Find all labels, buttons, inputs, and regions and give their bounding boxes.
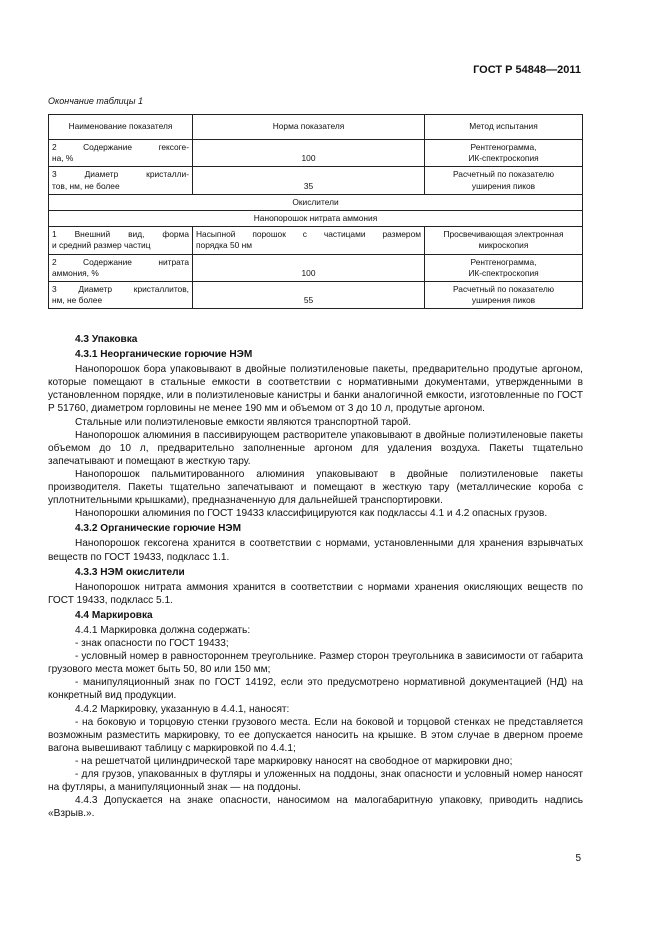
row-norm-cell [193,227,425,254]
row-name-line: нм, не более [52,295,103,306]
row-method-line: микроскопия [478,240,529,251]
row-method-line: ИК-спектроскопия [468,153,539,164]
row-name-line: 1 Внешний вид, форма [52,229,189,240]
row-method-cell [425,227,583,254]
heading-4-3-3: 4.3.3 НЭМ окислители [75,566,185,578]
paragraph: Нанопорошок пальмитированного алюминия упаковывают в двойные полиэтиленовые пакеты производителя. Пакеты тщательно запечатывают и помещают в жесткую тару (металлические короба с уплотнительными крышками), предназначенную для дальнейшей транспортировки. [48,468,583,507]
row-norm-cell: 55 [193,282,425,309]
row-method-line: Рентгенограмма, [470,142,537,152]
row-name-line: аммония, % [52,267,99,278]
list-item: - условный номер в равностороннем треугольнике. Размер сторон треугольника в зависимости от габарита грузового места может быть 50, 80 или 150 мм; [48,651,583,676]
document-body [48,331,583,820]
table-section-row [49,194,583,210]
list-item: - на боковую и торцовую стенки грузового места. Если на боковой и торцовой стенках не представляется возможным разместить маркировку, то ее допускается наносить на крышке. В этом случае в дверном проеме вагона вывешивают таблицу с маркировкой по 4.4.1; [48,716,583,754]
section-title: Окислители [49,194,583,210]
row-method-line: уширения пиков [471,295,536,306]
row-name-cell [49,167,193,194]
row-method-line: Расчетный по показателю [452,169,554,180]
row-name-line: 3 Диаметр кристалли- [52,169,189,180]
heading-4-4: 4.4 Маркировка [75,609,153,621]
row-method-cell [425,282,583,309]
table-row [49,282,583,309]
column-header-norm: Норма показателя [193,115,425,140]
table-caption: Окончание таблицы 1 [48,96,143,106]
row-method-cell [425,140,583,167]
table-subsection-row [49,211,583,227]
table-row [49,227,583,254]
paragraph: Стальные или полиэтиленовые емкости являются транспортной тарой. [75,416,412,428]
row-name-line: на, % [52,153,74,164]
row-method-line: ИК-спектроскопия [468,267,539,278]
row-method-line: Рентгенограмма, [470,256,537,267]
paragraph: 4.4.2 Маркировку, указанную в 4.4.1, наносят: [75,703,290,715]
row-name-line: и средний размер частиц [52,240,151,251]
row-name-cell [49,140,193,167]
paragraph: 4.4.3 Допускается на знаке опасности, наносимом на малогабаритную упаковку, приводить надпись «Взрыв.». [48,795,583,820]
row-norm-cell: 100 [193,140,425,167]
table-row [49,254,583,281]
paragraph: Нанопорошок гексогена хранится в соответствии с нормами, установленными для хранения взрывчатых веществ по ГОСТ 19433, подкласс 1.1. [48,538,583,563]
row-name-cell [49,254,193,281]
row-norm-cell: 100 [193,254,425,281]
paragraph: Нанопорошок бора упаковывают в двойные полиэтиленовые пакеты, предварительно продутые аргоном, которые помещают в стальные емкости в соответствии с нормативными документами, утвержденными в установленном порядке, или в полиэтиленовые канистры и банки аналогичной емкости, изготовленные по ГОСТ Р 51760, диаметром горловины не менее 190 мм и объемом от 3 до 10 л, продутые аргоном. [48,364,583,415]
row-norm-cell: 35 [193,167,425,194]
row-method-line: Просвечивающая электронная [443,229,564,240]
row-name-cell [49,282,193,309]
heading-4-3-2: 4.3.2 Органические горючие НЭМ [75,523,242,535]
table-row [49,140,583,167]
row-name-cell [49,227,193,254]
row-method-line: Расчетный по показателю [452,284,554,295]
list-item: - для грузов, упакованных в футляры и уложенных на поддоны, знак опасности и условный номер наносят на футляры, а манипуляционный знак — на поддоны. [48,769,583,794]
row-method-cell [425,167,583,194]
paragraph: Нанопорошок нитрата аммония хранится в соответствии с нормами хранения окисляющих веществ по ГОСТ 19433, подкласс 5.1. [48,581,583,606]
row-name-line: 3 Диаметр кристаллитов, [52,284,189,295]
list-item: - манипуляционный знак по ГОСТ 14192, если это предусмотрено нормативной документацией (НД) на конкретный вид продукции. [48,677,583,702]
row-name-line: 2 Содержание гексоге- [52,142,189,152]
table-header-row [49,115,583,140]
paragraph: Нанопорошок алюминия в пассивирующем растворителе упаковывают в двойные полиэтиленовые пакеты объемом до 10 л, предварительно заполненные аргоном для удаления воздуха. Пакеты тщательно запечатывают и помещают в жесткую тару. [48,429,583,467]
page-number: 5 [575,853,581,864]
spec-table [48,114,583,309]
heading-4-3: 4.3 Упаковка [75,334,138,345]
paragraph: 4.4.1 Маркировка должна содержать: [75,624,251,636]
column-header-name: Наименование показателя [49,115,193,140]
document-header-standard-id: ГОСТ Р 54848—2011 [473,64,581,76]
subsection-title: Нанопорошок нитрата аммония [49,211,583,227]
row-name-line: 2 Содержание нитрата [52,256,189,267]
row-method-cell [425,254,583,281]
row-method-line: уширения пиков [471,180,536,191]
row-name-line: тов, нм, не более [52,180,120,191]
column-header-method: Метод испытания [425,115,583,140]
heading-4-3-1: 4.3.1 Неорганические горючие НЭМ [75,349,253,361]
list-item: - знак опасности по ГОСТ 19433; [75,638,229,650]
table-row [49,167,583,194]
row-norm-line: Насыпной порошок с частицами размером [196,229,421,240]
row-norm-line: порядка 50 нм [196,240,253,251]
list-item: - на решетчатой цилиндрической таре маркировку наносят на свободное от маркировки дно; [75,755,513,767]
paragraph: Нанопорошки алюминия по ГОСТ 19433 классифицируются как подклассы 4.1 и 4.2 опасных грузов. [75,508,548,520]
